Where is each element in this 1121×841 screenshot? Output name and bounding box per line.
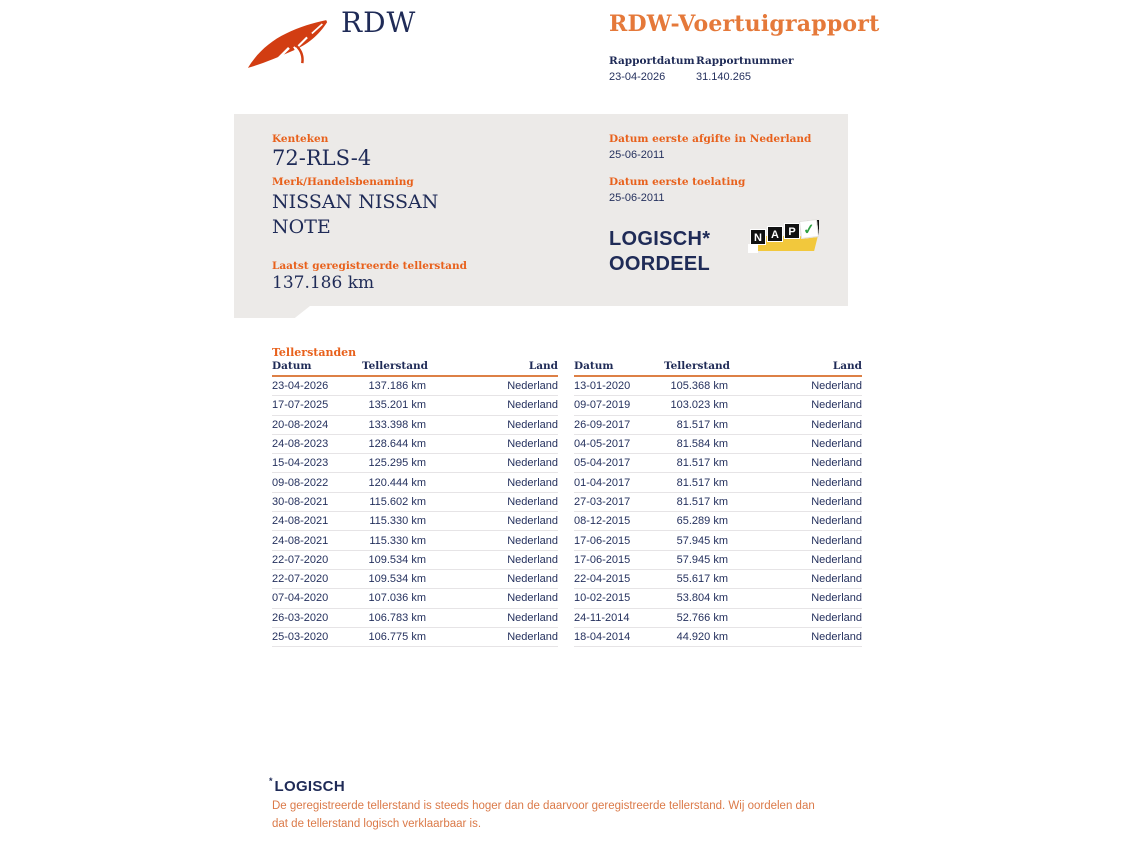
table-row bbox=[272, 609, 558, 628]
date-cell: 22-07-2020 bbox=[272, 573, 329, 586]
odometer-cell: 128.644 km bbox=[368, 438, 426, 451]
report-number-value: 31.140.265 bbox=[696, 71, 752, 83]
date-cell: 09-08-2022 bbox=[272, 476, 329, 489]
toelating-label: Datum eerste toelating bbox=[609, 176, 746, 188]
table-body bbox=[272, 377, 558, 647]
odometer-cell: 107.036 km bbox=[368, 592, 426, 605]
table-row bbox=[272, 493, 558, 512]
column-header-tellerstand: Tellerstand bbox=[362, 360, 429, 372]
date-cell: 15-04-2023 bbox=[272, 457, 329, 470]
date-cell: 25-03-2020 bbox=[272, 631, 329, 643]
country-cell: Nederland bbox=[507, 399, 558, 412]
date-cell: 17-06-2015 bbox=[574, 534, 631, 547]
odometer-cell: 115.330 km bbox=[369, 515, 426, 528]
country-cell: Nederland bbox=[507, 611, 558, 624]
table-row bbox=[574, 377, 862, 396]
country-cell: Nederland bbox=[811, 611, 862, 624]
table-row bbox=[574, 416, 862, 435]
date-cell: 20-08-2024 bbox=[272, 418, 329, 431]
toelating-value: 25-06-2011 bbox=[609, 192, 665, 204]
country-cell: Nederland bbox=[507, 495, 558, 508]
country-cell: Nederland bbox=[811, 573, 862, 586]
date-cell: 09-07-2019 bbox=[574, 399, 631, 412]
country-cell: Nederland bbox=[811, 495, 862, 508]
table-header-row bbox=[272, 362, 558, 377]
rdw-wordmark: RDW bbox=[341, 6, 417, 39]
country-cell: Nederland bbox=[507, 534, 558, 547]
footnote-asterisk: * bbox=[269, 776, 275, 786]
country-cell: Nederland bbox=[507, 418, 558, 431]
table-row bbox=[272, 473, 558, 492]
table-row bbox=[272, 628, 558, 647]
country-cell: Nederland bbox=[811, 399, 862, 412]
table-row bbox=[272, 396, 558, 415]
country-cell: Nederland bbox=[811, 553, 862, 566]
summary-panel-tail bbox=[234, 306, 310, 318]
table-row bbox=[574, 628, 862, 647]
table-row bbox=[272, 454, 558, 473]
afgifte-label: Datum eerste afgifte in Nederland bbox=[609, 133, 812, 145]
merk-value: NISSAN NISSAN NOTE bbox=[272, 191, 439, 238]
odometer-cell: 81.517 km bbox=[676, 457, 728, 470]
tellerstand-value: 137.186 km bbox=[272, 273, 375, 293]
column-header-land: Land bbox=[528, 360, 558, 372]
odometer-cell: 120.444 km bbox=[368, 476, 426, 489]
country-cell: Nederland bbox=[507, 573, 558, 586]
date-cell: 18-04-2014 bbox=[574, 631, 631, 643]
afgifte-value: 25-06-2011 bbox=[609, 149, 665, 161]
country-cell: Nederland bbox=[507, 476, 558, 489]
odometer-cell: 52.766 km bbox=[676, 611, 728, 624]
date-cell: 17-06-2015 bbox=[574, 553, 631, 566]
table-row bbox=[272, 416, 558, 435]
odometer-cell: 55.617 km bbox=[676, 573, 728, 586]
date-cell: 27-03-2017 bbox=[574, 495, 631, 508]
tellerstanden-table-left bbox=[272, 362, 558, 647]
date-cell: 17-07-2025 bbox=[272, 399, 329, 412]
country-cell: Nederland bbox=[507, 515, 558, 528]
odometer-cell: 133.398 km bbox=[368, 418, 426, 431]
country-cell: Nederland bbox=[507, 380, 558, 393]
date-cell: 24-11-2014 bbox=[574, 611, 630, 624]
table-row bbox=[574, 454, 862, 473]
kenteken-label: Kenteken bbox=[272, 133, 329, 145]
date-cell: 07-04-2020 bbox=[272, 592, 329, 605]
odometer-cell: 105.368 km bbox=[670, 380, 728, 393]
date-cell: 04-05-2017 bbox=[574, 438, 631, 451]
odometer-cell: 115.602 km bbox=[369, 495, 426, 508]
country-cell: Nederland bbox=[811, 438, 862, 451]
footnote-explanation: De geregistreerde tellerstand is steeds hoger dan de daarvoor geregistreerde tellerstand. Wij oordelen dan dat de tellerstand logisch verklaarbaar is. bbox=[272, 800, 815, 830]
table-row bbox=[272, 512, 558, 531]
odometer-cell: 65.289 km bbox=[676, 515, 728, 528]
date-cell: 24-08-2021 bbox=[272, 515, 329, 528]
odometer-cell: 81.584 km bbox=[676, 438, 728, 451]
country-cell: Nederland bbox=[811, 476, 862, 489]
date-cell: 23-04-2026 bbox=[272, 380, 329, 393]
date-cell: 26-03-2020 bbox=[272, 611, 329, 624]
table-row bbox=[574, 551, 862, 570]
country-cell: Nederland bbox=[811, 380, 862, 393]
table-row bbox=[272, 589, 558, 608]
odometer-cell: 109.534 km bbox=[368, 553, 426, 566]
table-row bbox=[574, 493, 862, 512]
odometer-cell: 109.534 km bbox=[368, 573, 426, 586]
nap-checkmark-icon: ✓ bbox=[799, 219, 819, 239]
nap-letter-a: A bbox=[767, 226, 783, 242]
date-cell: 24-08-2021 bbox=[272, 534, 329, 547]
table-row bbox=[574, 435, 862, 454]
country-cell: Nederland bbox=[811, 631, 862, 643]
nap-letter-n: N bbox=[750, 229, 766, 245]
country-cell: Nederland bbox=[811, 534, 862, 547]
table-row bbox=[574, 609, 862, 628]
odometer-cell: 53.804 km bbox=[676, 592, 728, 605]
table-row bbox=[574, 473, 862, 492]
footnote-heading bbox=[269, 776, 345, 795]
table-row bbox=[574, 531, 862, 550]
date-cell: 30-08-2021 bbox=[272, 495, 329, 508]
odometer-cell: 81.517 km bbox=[676, 495, 728, 508]
country-cell: Nederland bbox=[811, 457, 862, 470]
odometer-cell: 135.201 km bbox=[368, 399, 426, 412]
odometer-cell: 103.023 km bbox=[670, 399, 728, 412]
date-cell: 24-08-2023 bbox=[272, 438, 329, 451]
country-cell: Nederland bbox=[811, 515, 862, 528]
judgement-line2: OORDEEL bbox=[609, 253, 710, 275]
odometer-cell: 81.517 km bbox=[676, 476, 728, 489]
column-header-datum: Datum bbox=[574, 360, 614, 372]
country-cell: Nederland bbox=[811, 418, 862, 431]
country-cell: Nederland bbox=[507, 592, 558, 605]
odometer-cell: 44.920 km bbox=[676, 631, 728, 643]
date-cell: 22-04-2015 bbox=[574, 573, 631, 586]
rdw-feather-logo-icon bbox=[246, 20, 330, 70]
merk-label: Merk/Handelsbenaming bbox=[272, 176, 414, 188]
judgement-line1: LOGISCH* bbox=[609, 228, 711, 250]
table-row bbox=[574, 589, 862, 608]
judgement-verdict bbox=[609, 227, 710, 277]
table-title: Tellerstanden bbox=[272, 346, 357, 359]
odometer-cell: 57.945 km bbox=[676, 553, 728, 566]
table-body bbox=[574, 377, 862, 647]
date-cell: 26-09-2017 bbox=[574, 418, 631, 431]
nap-logo bbox=[748, 220, 820, 258]
kenteken-value: 72-RLS-4 bbox=[272, 146, 372, 170]
column-header-land: Land bbox=[832, 360, 862, 372]
table-row bbox=[574, 570, 862, 589]
report-date-label: Rapportdatum bbox=[609, 55, 695, 67]
country-cell: Nederland bbox=[507, 438, 558, 451]
column-header-tellerstand: Tellerstand bbox=[664, 360, 731, 372]
odometer-cell: 137.186 km bbox=[368, 380, 426, 393]
odometer-cell: 115.330 km bbox=[369, 534, 426, 547]
table-row bbox=[272, 551, 558, 570]
table-row bbox=[574, 512, 862, 531]
date-cell: 05-04-2017 bbox=[574, 457, 631, 470]
vehicle-summary-panel bbox=[234, 114, 848, 306]
nap-letter-p: P bbox=[784, 223, 800, 239]
table-header-row bbox=[574, 362, 862, 377]
table-row bbox=[272, 435, 558, 454]
date-cell: 22-07-2020 bbox=[272, 553, 329, 566]
tellerstanden-table-right bbox=[574, 362, 862, 647]
table-row bbox=[272, 570, 558, 589]
country-cell: Nederland bbox=[507, 631, 558, 643]
footnote-heading-text: LOGISCH bbox=[274, 778, 345, 795]
country-cell: Nederland bbox=[811, 592, 862, 605]
date-cell: 13-01-2020 bbox=[574, 380, 631, 393]
date-cell: 01-04-2017 bbox=[574, 476, 631, 489]
table-row bbox=[272, 531, 558, 550]
report-title: RDW-Voertuigrapport bbox=[609, 11, 880, 37]
table-row bbox=[272, 377, 558, 396]
country-cell: Nederland bbox=[507, 457, 558, 470]
table-row bbox=[574, 396, 862, 415]
date-cell: 10-02-2015 bbox=[574, 592, 631, 605]
country-cell: Nederland bbox=[507, 553, 558, 566]
column-header-datum: Datum bbox=[272, 360, 312, 372]
odometer-cell: 81.517 km bbox=[676, 418, 728, 431]
tellerstand-label: Laatst geregistreerde tellerstand bbox=[272, 260, 467, 272]
report-date-value: 23-04-2026 bbox=[609, 71, 666, 83]
odometer-cell: 125.295 km bbox=[368, 457, 426, 470]
odometer-cell: 57.945 km bbox=[676, 534, 728, 547]
odometer-cell: 106.783 km bbox=[368, 611, 426, 624]
odometer-cell: 106.775 km bbox=[368, 631, 426, 643]
report-number-label: Rapportnummer bbox=[696, 55, 794, 67]
date-cell: 08-12-2015 bbox=[574, 515, 631, 528]
